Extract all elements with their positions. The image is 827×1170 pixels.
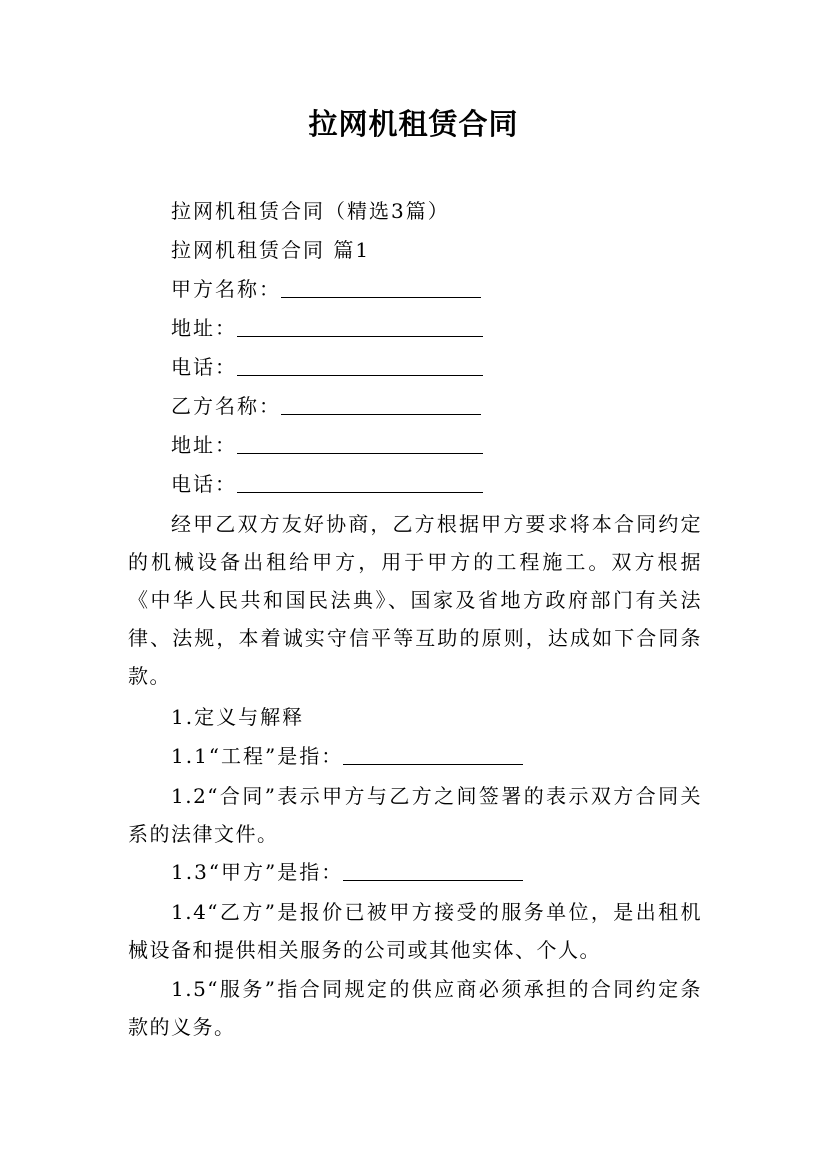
clause-1-1-blank — [343, 742, 523, 765]
party-a-name-blank — [281, 275, 481, 298]
party-b-phone-row — [171, 469, 483, 499]
clause-1-2-paragraph: 1.2“合同”表示甲方与乙方之间签署的表示双方合同关系的法律文件。 — [128, 784, 702, 846]
party-a-phone-blank — [237, 353, 483, 376]
party-b-name-row — [171, 391, 481, 421]
party-a-address-label: 地址： — [171, 316, 237, 340]
clause-1-5-paragraph: 1.5“服务”指合同规定的供应商必须承担的合同约定条款的义务。 — [128, 977, 702, 1039]
clause-1-1-label: 1.1“工程”是指： — [171, 744, 344, 768]
party-a-name-label: 甲方名称： — [171, 277, 281, 301]
intro-paragraph: 经甲乙双方友好协商，乙方根据甲方要求将本合同约定的机械设备出租给甲方，用于甲方的工程施工。双方根据《中华人民共和国民法典》、国家及省地方政府部门有关法律、法规，本着诚实守信平等互助的原则，达成如下合同条款。 — [128, 512, 702, 688]
party-b-name-label: 乙方名称： — [171, 394, 281, 418]
clause-1-3-blank — [343, 858, 523, 881]
clause-1-4-paragraph: 1.4“乙方”是报价已被甲方接受的服务单位，是出租机械设备和提供相关服务的公司或其他实体、个人。 — [128, 900, 702, 962]
party-a-address-blank — [237, 314, 483, 337]
party-b-address-row — [171, 430, 483, 460]
document-title: 拉网机租赁合同 — [308, 107, 519, 141]
party-a-phone-label: 电话： — [171, 355, 237, 379]
clause-1-3-label: 1.3“甲方”是指： — [171, 860, 344, 884]
party-b-address-label: 地址： — [171, 433, 237, 457]
section-heading: 拉网机租赁合同 篇1 — [171, 238, 371, 262]
party-a-name-row — [171, 274, 481, 304]
party-b-phone-label: 电话： — [171, 472, 237, 496]
document-subtitle: 拉网机租赁合同（精选3篇） — [171, 199, 450, 223]
clause-1-3-row — [171, 857, 523, 887]
party-b-address-blank — [237, 431, 483, 454]
party-b-name-blank — [281, 392, 481, 415]
clause-1-1-row — [171, 741, 523, 771]
clause-1-heading: 1.定义与解释 — [171, 705, 305, 729]
party-a-address-row — [171, 313, 483, 343]
party-b-phone-blank — [237, 470, 483, 493]
party-a-phone-row — [171, 352, 483, 382]
